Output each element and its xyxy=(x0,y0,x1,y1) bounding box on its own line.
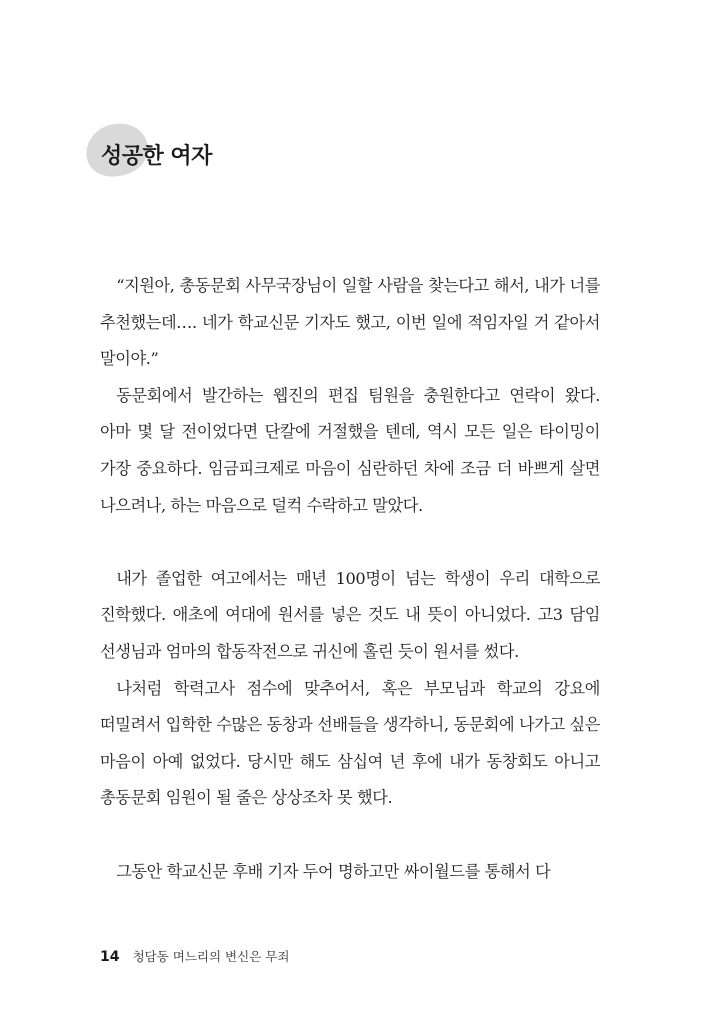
paragraph-break xyxy=(100,524,600,561)
paragraph: 내가 졸업한 여고에서는 매년 100명이 넘는 학생이 우리 대학으로 진학했다. 애초에 여대에 원서를 넣은 것도 내 뜻이 아니었다. 고3 담임 선생님과 엄마의 합동작전으로 귀신에 홀린 듯이 원서를 썼다. xyxy=(100,568,600,661)
paragraph-break xyxy=(100,817,600,854)
body-text xyxy=(100,268,600,890)
chapter-title: 성공한 여자 xyxy=(101,144,212,169)
paragraph: 동문회에서 발간하는 웹진의 편집 팀원을 충원한다고 연락이 왔다. 아마 몇 달 전이었다면 단칼에 거절했을 텐데, 역시 모든 일은 타이밍이 가장 중요하다. 임금피크제로 마음이 심란하던 차에 조금 더 바쁘게 살면 나으려나, 하는 마음으로 덜컥 수락하고 말았다. xyxy=(100,385,600,515)
paragraph: 그동안 학교신문 후배 기자 두어 명하고만 싸이월드를 통해서 다 xyxy=(116,861,551,881)
paragraph: 나처럼 학력고사 점수에 맞추어서, 혹은 부모님과 학교의 강요에 떠밀려서 입학한 수많은 동창과 선배들을 생각하니, 동문회에 나가고 싶은 마음이 아예 없었다. 당시만 해도 삼십여 년 후에 내가 동창회도 아니고 총동문회 임원이 될 줄은 상상조차 못 했다. xyxy=(100,678,600,808)
page-footer xyxy=(100,946,289,965)
running-book-title: 청담동 며느리의 변신은 무죄 xyxy=(132,949,290,964)
paragraph: “지원아, 총동문회 사무국장님이 일할 사람을 찾는다고 해서, 내가 너를 추천했는데…. 네가 학교신문 기자도 했고, 이번 일에 적임자일 거 같아서 말이야.” xyxy=(100,276,600,369)
page-number: 14 xyxy=(100,949,120,965)
